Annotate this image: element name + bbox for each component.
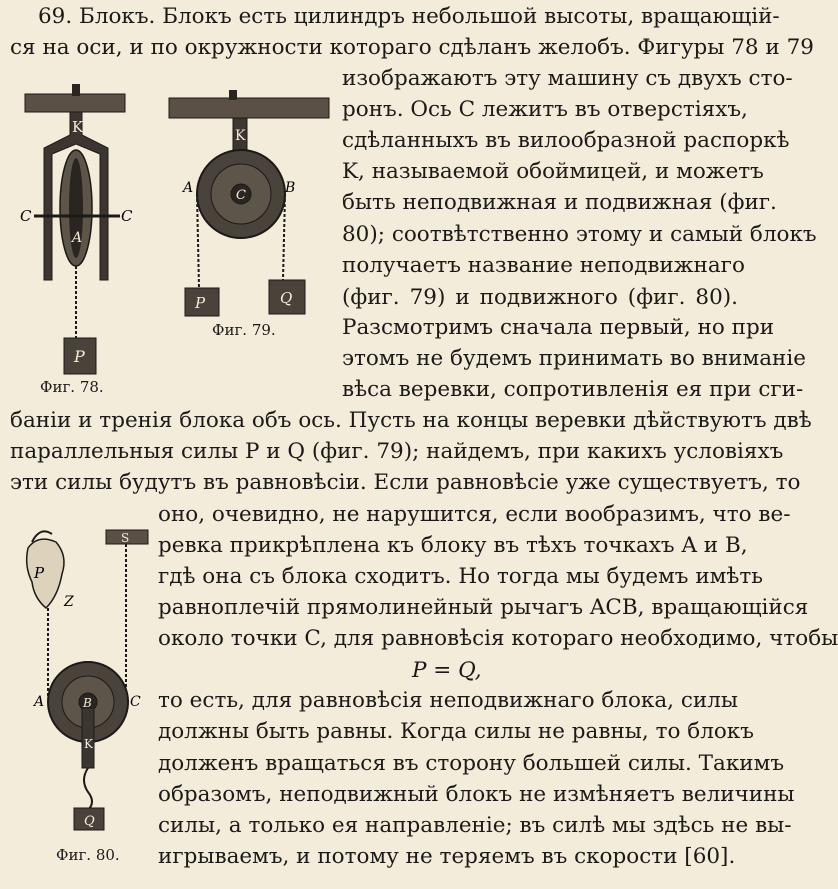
beam-79 <box>169 98 329 118</box>
text-line-18: ревка прикрѣплена къ блоку въ тѣхъ точкахъ A и B, <box>158 533 748 558</box>
text-line-16: эти силы будутъ въ равновѣсіи. Если равновѣсіе уже существуетъ, то <box>10 470 801 495</box>
text-line-12: этомъ не будемъ принимать во вниманіе <box>342 346 806 371</box>
label-c-right-78: C <box>121 207 133 225</box>
text-line-4: ронъ. Ось C лежитъ въ отверстіяхъ, <box>342 97 748 122</box>
text-line-5: сдѣланныхъ въ вилообразной распоркѣ <box>342 128 790 153</box>
label-z-80: Z <box>64 594 74 610</box>
label-s-80: S <box>121 531 130 545</box>
text-line-19: гдѣ она съ блока сходитъ. Но тогда мы будемъ имѣть <box>158 564 763 589</box>
caption-fig-79: Фиг. 79. <box>212 321 276 339</box>
figure-79-fixed-pulley <box>165 88 335 323</box>
beam-78 <box>25 94 125 112</box>
text-line-8: 80); соотвѣтственно этому и самый блокъ <box>342 222 817 247</box>
text-line-28: игрываемъ, и потому не теряемъ въ скорости [60]. <box>158 844 736 869</box>
label-p-79: P <box>195 294 206 312</box>
text-line-13: вѣса веревки, сопротивленія ея при сги- <box>342 377 804 402</box>
label-k-80: K <box>84 737 93 751</box>
text-line-9: получаетъ название неподвижнаго <box>342 253 745 278</box>
hand-80 <box>27 539 64 608</box>
figure-80-movable-pulley <box>18 512 158 832</box>
figure-78-pulley-side-view <box>20 80 135 380</box>
text-line-21: около точки C, для равновѣсія котораго необходимо, чтобы <box>158 626 838 651</box>
label-q-79: Q <box>280 289 293 307</box>
label-b-80: B <box>83 696 92 710</box>
text-line-6: K, называемой обоймицей, и можетъ <box>342 159 764 184</box>
label-p-80: P <box>34 564 45 582</box>
label-p-78: P <box>74 347 85 366</box>
caption-fig-78: Фиг. 78. <box>40 378 104 396</box>
caption-fig-80: Фиг. 80. <box>56 846 120 864</box>
text-line-1: 69. Блокъ. Блокъ есть цилиндръ небольшой высоты, вращающій- <box>38 4 780 29</box>
text-line-27: силы, а только ея направленіе; въ силѣ мы здѣсь не вы- <box>158 813 792 838</box>
label-c-79: C <box>236 188 246 203</box>
text-line-11: Разсмотримъ сначала первый, но при <box>342 315 775 340</box>
text-line-3: изображаютъ эту машину съ двухъ сто- <box>342 66 793 91</box>
text-line-17: оно, очевидно, не нарушится, если вообразимъ, что ве- <box>158 502 791 527</box>
text-line-10: (фиг. 79) и подвижного (фиг. 80). <box>342 285 738 310</box>
text-line-20: равноплечій прямолинейный рычагъ ACB, вращающійся <box>158 595 809 620</box>
label-q-80: Q <box>84 814 95 829</box>
label-k-78: K <box>72 118 84 136</box>
text-line-25: долженъ вращаться въ сторону большей силы. Такимъ <box>158 751 784 776</box>
equation-p-equals-q: P = Q, <box>412 658 482 683</box>
label-a-80: A <box>34 694 45 710</box>
label-a-78: A <box>72 230 83 246</box>
label-k-79: K <box>235 128 246 144</box>
text-line-24: должны быть равны. Когда силы не равны, то блокъ <box>158 719 754 744</box>
label-b-79: B <box>285 180 296 196</box>
label-a-79: A <box>183 180 194 196</box>
text-line-26: образомъ, неподвижный блокъ не измѣняетъ величины <box>158 782 795 807</box>
text-line-7: быть неподвижная и подвижная (фиг. <box>342 190 777 215</box>
text-line-15: параллельныя силы P и Q (фиг. 79); найдемъ, при какихъ условіяхъ <box>10 439 784 464</box>
text-line-23: то есть, для равновѣсія неподвижнаго блока, силы <box>158 688 738 713</box>
label-c-left-78: C <box>20 207 32 225</box>
text-line-14: баніи и тренія блока объ ось. Пусть на концы веревки дѣйствуютъ двѣ <box>10 408 812 433</box>
text-line-2: ся на оси, и по окружности котораго сдѣланъ желобъ. Фигуры 78 и 79 <box>10 35 814 60</box>
label-c-80: C <box>130 694 141 710</box>
